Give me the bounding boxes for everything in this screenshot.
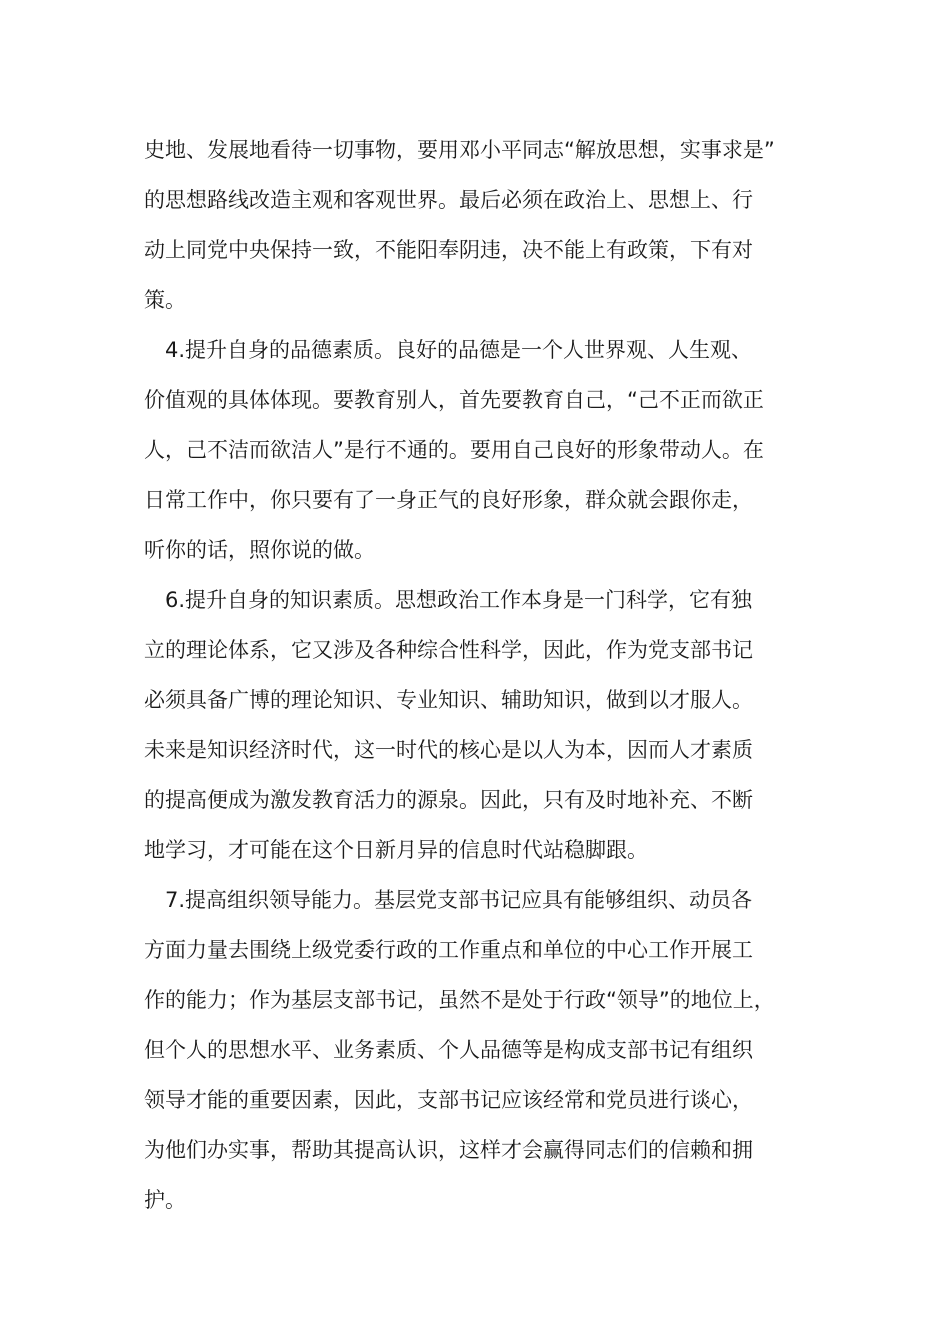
text-line: 动上同党中央保持一致，不能阳奉阴违，决不能上有政策，下有对: [144, 238, 753, 262]
text-line: 领导才能的重要因素，因此，支部书记应该经常和党员进行谈心，: [144, 1088, 753, 1112]
text-line: 的思想路线改造主观和客观世界。最后必须在政治上、思想上、行: [144, 188, 753, 212]
text-line: 护。: [144, 1188, 186, 1212]
text-line: 听你的话，照你说的做。: [144, 538, 375, 562]
text-line: 未来是知识经济时代，这一时代的核心是以人为本，因而人才素质: [144, 738, 753, 762]
text-line: 策。: [144, 288, 186, 312]
text-line: 日常工作中，你只要有了一身正气的良好形象，群众就会跟你走，: [144, 488, 753, 512]
text-line: 史地、发展地看待一切事物，要用邓小平同志“解放思想，实事求是”: [144, 138, 775, 162]
text-line: 作的能力；作为基层支部书记，虽然不是处于行政“领导”的地位上，: [144, 988, 775, 1012]
paragraph-start-line: 6.提升自身的知识素质。思想政治工作本身是一门科学，它有独: [144, 588, 753, 612]
text-line: 地学习，才可能在这个日新月异的信息时代站稳脚跟。: [144, 838, 648, 862]
text-line: 人，己不洁而欲洁人”是行不通的。要用自己良好的形象带动人。在: [144, 438, 764, 462]
text-line: 但个人的思想水平、业务素质、个人品德等是构成支部书记有组织: [144, 1038, 753, 1062]
text-line: 立的理论体系，它又涉及各种综合性科学，因此，作为党支部书记: [144, 638, 753, 662]
paragraph-start-line: 7.提高组织领导能力。基层党支部书记应具有能够组织、动员各: [144, 888, 753, 912]
text-line: 为他们办实事，帮助其提高认识，这样才会赢得同志们的信赖和拥: [144, 1138, 753, 1162]
text-line: 必须具备广博的理论知识、专业知识、辅助知识，做到以才服人。: [144, 688, 753, 712]
paragraph-start-line: 4.提升自身的品德素质。良好的品德是一个人世界观、人生观、: [144, 338, 753, 362]
text-line: 价值观的具体体现。要教育别人，首先要教育自己，“己不正而欲正: [144, 388, 764, 412]
text-line: 的提高便成为激发教育活力的源泉。因此，只有及时地补充、不断: [144, 788, 753, 812]
text-line: 方面力量去围绕上级党委行政的工作重点和单位的中心工作开展工: [144, 938, 753, 962]
